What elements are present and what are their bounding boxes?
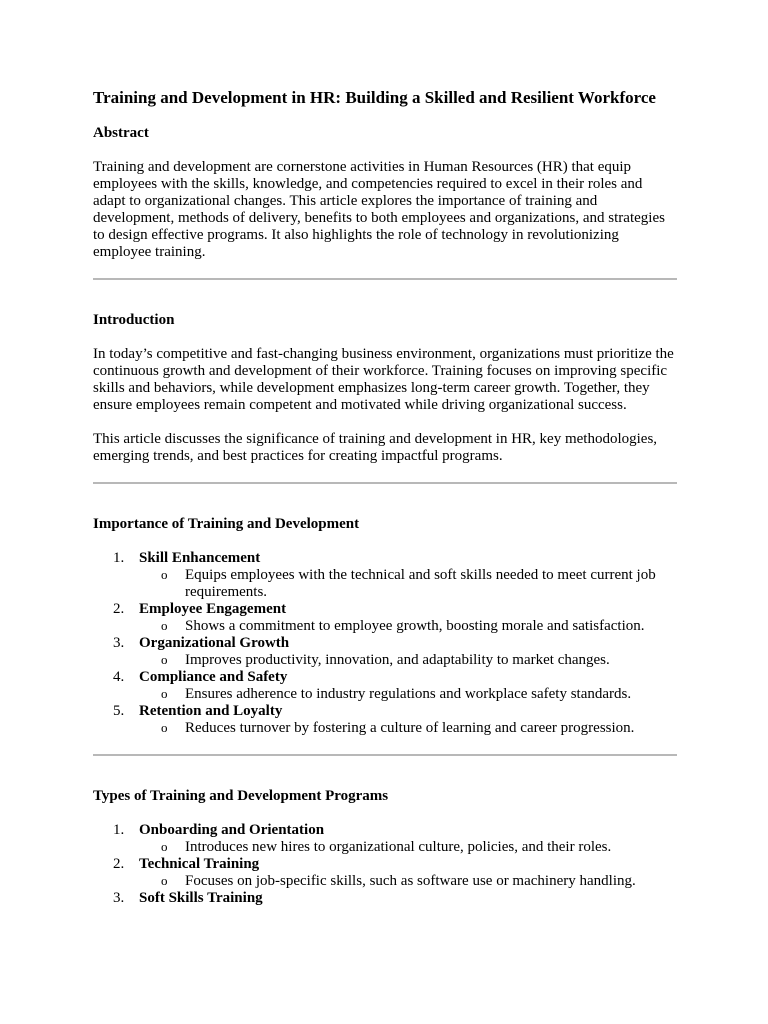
list-number: 2. (113, 856, 125, 872)
types-heading: Types of Training and Development Programs (93, 788, 389, 804)
sub-bullet (93, 567, 677, 601)
list-number: 3. (113, 890, 125, 906)
list-item (93, 601, 677, 635)
section-divider (93, 482, 677, 484)
sub-bullet-text: Improves productivity, innovation, and adaptability to market changes. (185, 652, 610, 668)
list-number: 1. (113, 822, 125, 838)
list-item (93, 890, 677, 907)
importance-heading: Importance of Training and Development (93, 516, 360, 532)
introduction-heading: Introduction (93, 312, 175, 328)
list-item-title: Technical Training (139, 856, 260, 872)
bullet-marker: o (161, 720, 168, 735)
bullet-marker: o (161, 652, 168, 667)
sub-bullet-text: Reduces turnover by fostering a culture of learning and career progression. (185, 720, 635, 736)
section-divider (93, 278, 677, 280)
list-item (93, 669, 677, 703)
list-item-title: Onboarding and Orientation (139, 822, 325, 838)
types-list (93, 822, 677, 907)
document-title: Training and Development in HR: Building a Skilled and Resilient Workforce (93, 88, 656, 107)
list-item (93, 550, 677, 601)
sub-bullet-text: Ensures adherence to industry regulations and workplace safety standards. (185, 686, 632, 702)
list-item (93, 703, 677, 737)
list-number: 3. (113, 635, 125, 651)
abstract-body: Training and development are cornerstone activities in Human Resources (HR) that equip employees with the skills, knowledge, and competencies required to excel in their roles and adapt to organizational changes. This article explores the importance of training and development, methods of delivery, benefits to both employees and organizations, and strategies to design effective programs. It also highlights the role of technology in revolutionizing employee training. (93, 159, 665, 260)
sub-bullet (93, 873, 677, 890)
list-item-title: Soft Skills Training (139, 890, 263, 906)
list-item (93, 635, 677, 669)
sub-bullet-text: Introduces new hires to organizational culture, policies, and their roles. (185, 839, 612, 855)
list-item-title: Retention and Loyalty (139, 703, 283, 719)
bullet-marker: o (161, 839, 168, 854)
list-item-title: Organizational Growth (139, 635, 290, 651)
sub-bullet-text: Focuses on job-specific skills, such as software use or machinery handling. (185, 873, 636, 889)
sub-bullet (93, 839, 677, 856)
list-number: 2. (113, 601, 125, 617)
list-number: 5. (113, 703, 125, 719)
list-number: 4. (113, 669, 125, 685)
importance-list (93, 550, 677, 737)
sub-bullet-text: Shows a commitment to employee growth, boosting morale and satisfaction. (185, 618, 645, 634)
list-item (93, 856, 677, 890)
bullet-marker: o (161, 686, 168, 701)
list-item (93, 822, 677, 856)
sub-bullet (93, 720, 677, 737)
list-item-title: Skill Enhancement (139, 550, 261, 566)
sub-bullet (93, 652, 677, 669)
list-number: 1. (113, 550, 125, 566)
section-divider (93, 754, 677, 756)
abstract-heading: Abstract (93, 125, 149, 141)
introduction-paragraph-2: This article discusses the significance of training and development in HR, key methodologies, emerging trends, and best practices for creating impactful programs. (93, 431, 658, 464)
document-content (93, 88, 677, 907)
bullet-marker: o (161, 618, 168, 633)
bullet-marker: o (161, 567, 168, 582)
list-item-title: Compliance and Safety (139, 669, 288, 685)
introduction-paragraph-1: In today’s competitive and fast-changing business environment, organizations must prioritize the continuous growth and development of their workforce. Training focuses on improving specific skills and behaviors, while development emphasizes long-term career growth. Together, they ensure employees remain competent and motivated while driving organizational success. (93, 346, 674, 413)
list-item-title: Employee Engagement (139, 601, 287, 617)
sub-bullet (93, 686, 677, 703)
bullet-marker: o (161, 873, 168, 888)
sub-bullet-text: Equips employees with the technical and soft skills needed to meet current job requirements. (185, 567, 656, 600)
sub-bullet (93, 618, 677, 635)
